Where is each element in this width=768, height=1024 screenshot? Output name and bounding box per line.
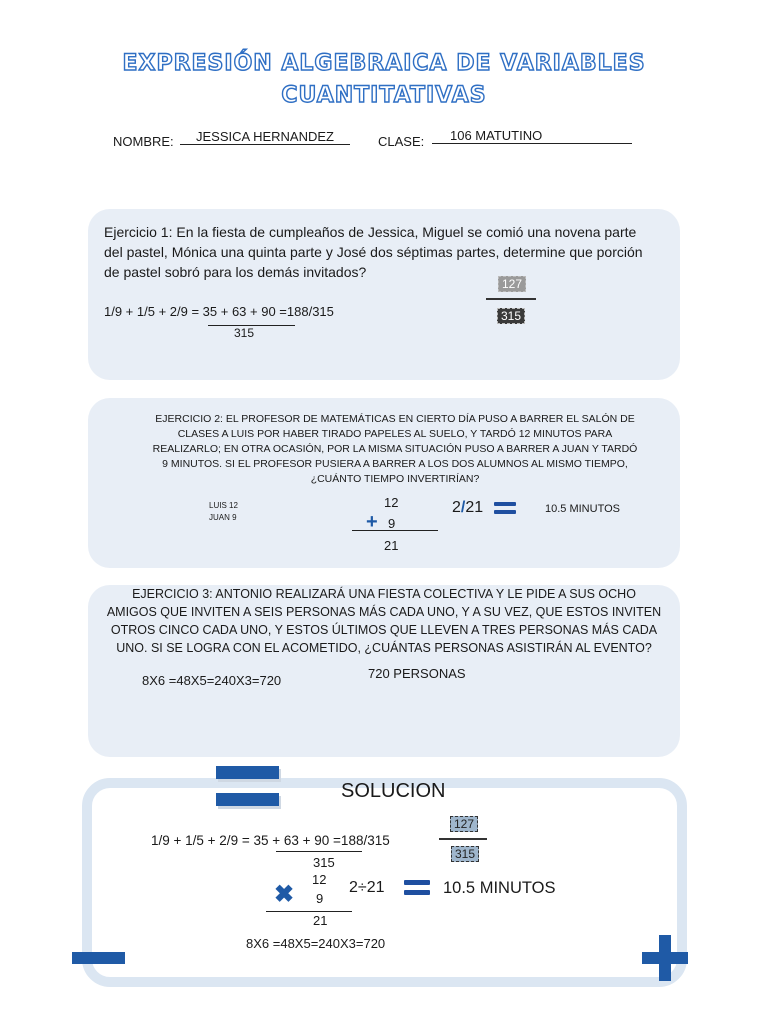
name-label: NOMBRE: xyxy=(113,134,174,149)
exercise1-work xyxy=(104,304,334,319)
page-title-line2: CUANTITATIVAS xyxy=(281,83,487,108)
solution-frame xyxy=(82,778,687,987)
equals-bar-bottom xyxy=(216,793,279,806)
slash-icon: / xyxy=(460,499,466,516)
exercise2-mid: 9 xyxy=(388,516,396,531)
page-title-line1: EXPRESIÓN ALGEBRAICA DE VARIABLES xyxy=(122,51,646,76)
exercise1-work-denominator: 315 xyxy=(234,326,255,340)
solution-line3: 8X6 =48X5=240X3=720 xyxy=(246,936,386,951)
exercise1-text: Ejercicio 1: En la fiesta de cumpleaños de Jessica, Miguel se comió una novena parte del pastel, Mónica una quinta parte y José dos séptimas partes, determine que porción de pastel sobró para los demás invitados? xyxy=(104,224,643,280)
exercise1-answer-line xyxy=(486,298,536,300)
exercise1-answer-denominator: 315 xyxy=(497,308,525,324)
solution-line1 xyxy=(151,833,390,848)
solution-division xyxy=(349,879,384,897)
solution-top: 12 xyxy=(312,872,327,887)
solution-div-right: 21 xyxy=(366,879,385,896)
exercise3-answer: 720 PERSONAS xyxy=(368,666,466,681)
exercise2-top: 12 xyxy=(384,495,399,510)
exercise2-sum: 21 xyxy=(384,538,399,553)
exercise3-text: EJERCICIO 3: ANTONIO REALIZARÁ UNA FIESTA COLECTIVA Y LE PIDE A SUS OCHO AMIGOS QUE INVITEN A SEIS PERSONAS MÁS CADA UNO, Y A SU VEZ, QUE ESTOS INVITEN OTROS CINCO CADA UNO, Y ESTOS ÚLTIMOS QUE LLEVEN A TRES PERSONAS MÁS CADA UNO. SI SE LOGRA CON EL ACOMETIDO, ¿CUÁNTAS PERSONAS ASISTIRÁN AL EVENTO? xyxy=(106,587,662,655)
solution-frac-den: 315 xyxy=(451,846,479,862)
exercise1-work-numerators: 35 + 63 + 90 xyxy=(202,304,276,319)
exercise1-work-prefix: 1/9 + 1/5 + 2/9 = xyxy=(104,304,203,319)
minus-icon xyxy=(72,952,125,964)
solution-line1-fraction-line xyxy=(276,851,362,852)
multiply-icon: ✖ xyxy=(274,881,295,908)
plus-decor-icon xyxy=(642,935,688,981)
exercise3-work: 8X6 =48X5=240X3=720 xyxy=(142,673,282,688)
name-value: JESSICA HERNANDEZ xyxy=(180,129,350,145)
divide-icon: ÷ xyxy=(357,879,367,896)
solution-result: 10.5 MINUTOS xyxy=(443,879,556,897)
solution-frac-num: 127 xyxy=(450,816,478,832)
solution-title: SOLUCION xyxy=(341,780,446,802)
class-value xyxy=(432,128,632,144)
solution-line1-suffix: =188/315 xyxy=(329,833,390,848)
exercise2-right-num: 21 xyxy=(465,499,484,516)
exercise1-work-suffix: =188/315 xyxy=(275,304,334,319)
exercise2-division xyxy=(452,499,483,517)
exercise2-luis: LUIS 12 xyxy=(209,501,238,510)
solution-sum: 21 xyxy=(313,913,328,928)
solution-sum-line xyxy=(266,911,352,912)
plus-icon: + xyxy=(366,511,378,533)
solution-line1-numerators: 35 + 63 + 90 xyxy=(253,833,330,848)
class-value-text: 106 MATUTINO xyxy=(450,128,543,143)
exercise2-result: 10.5 MINUTOS xyxy=(545,503,620,515)
solution-frac-line xyxy=(439,838,487,840)
solution-mid: 9 xyxy=(316,891,324,906)
class-label: CLASE: xyxy=(378,134,425,149)
exercise2-text: EJERCICIO 2: EL PROFESOR DE MATEMÁTICAS EN CIERTO DÍA PUSO A BARRER EL SALÓN DE CLASES A LUIS POR HABER TIRADO PAPELES AL SUELO, Y TARDÓ 12 MINUTOS PARA REALIZARLO; EN OTRA OCASIÓN, POR LA MISMA SITUACIÓN PUSO A BARRER A JUAN Y TARDÓ 9 MINUTOS. SI EL PROFESOR PUSIERA A BARRER A LOS DOS ALUMNOS AL MISMO TIEMPO, ¿CUÁNTO TIEMPO INVERTIRÍAN? xyxy=(152,413,638,485)
equals-bar-top xyxy=(216,766,279,779)
solution-equals-icon xyxy=(404,880,430,895)
solution-line1-denominator: 315 xyxy=(313,855,335,870)
exercise1-answer-numerator: 127 xyxy=(498,276,526,292)
solution-div-left: 2 xyxy=(349,879,358,896)
exercise2-sum-line xyxy=(352,530,438,531)
exercise2-juan: JUAN 9 xyxy=(209,513,237,522)
solution-line1-prefix: 1/9 + 1/5 + 2/9 = xyxy=(151,833,254,848)
exercise2-left-num: 2 xyxy=(452,499,461,516)
equals-icon xyxy=(494,502,516,514)
